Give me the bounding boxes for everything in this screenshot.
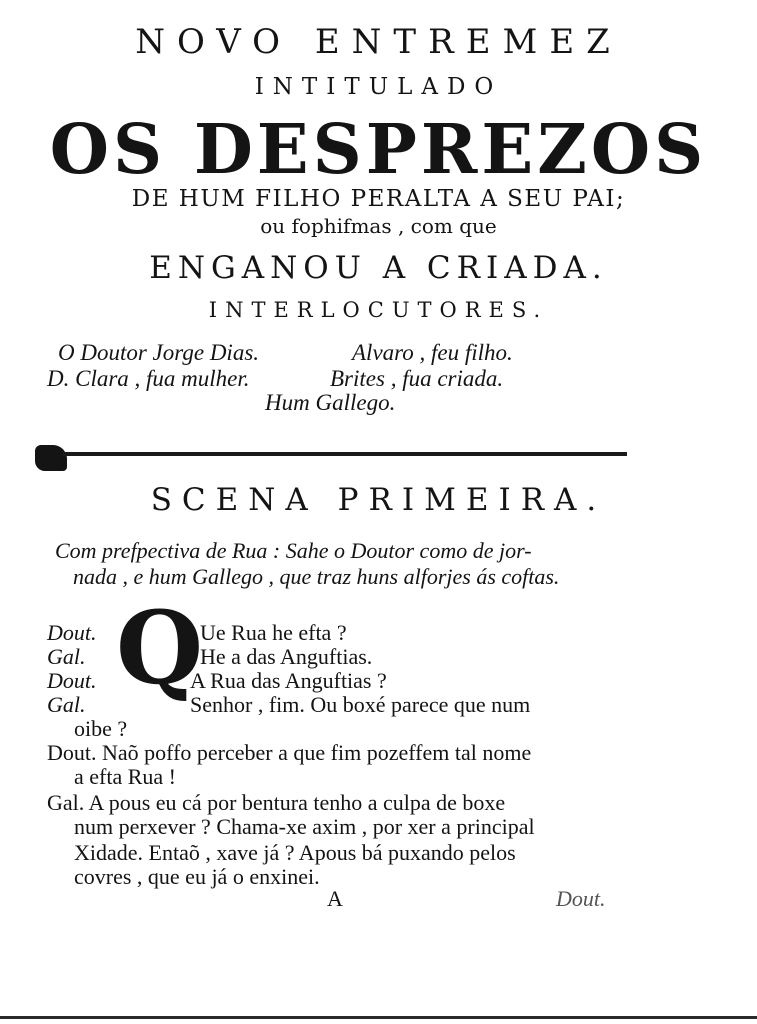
cast-heading: INTERLOCUTORES. (208, 298, 549, 322)
dialogue-line: Dout. Naõ poffo perceber a que fim pozeffem tal nome (47, 740, 532, 765)
title-line-intitulado: INTITULADO (254, 74, 503, 100)
drop-cap: Q (116, 589, 204, 707)
cast-member: Hum Gallego. (265, 390, 396, 415)
ink-ornament (35, 445, 67, 471)
stage-direction: nada , e hum Gallego , que traz huns alforjes ás coftas. (73, 564, 560, 589)
dialogue-line: num perxever ? Chama-xe axim , por xer a principal (74, 814, 535, 839)
cast-member: Alvaro , feu filho. (352, 340, 513, 365)
dialogue-line: oibe ? (74, 716, 128, 741)
speaker-label: Gal. (47, 644, 86, 669)
page-edge (0, 1016, 757, 1019)
cast-member: D. Clara , fua mulher. (47, 366, 250, 391)
dialogue-line: Gal. A pous eu cá por bentura tenho a culpa de boxe (47, 790, 506, 815)
title-line-enganou: ENGANOU A CRIADA. (149, 250, 608, 286)
title-subtitle-small: ou fophifmas , com que (260, 214, 497, 238)
speaker-label: Dout. (47, 668, 97, 693)
cast-member: O Doutor Jorge Dias. (58, 340, 260, 365)
page-title: OS DESPREZOS (49, 110, 708, 190)
dialogue-line: a efta Rua ! (74, 764, 176, 789)
dialogue-line: Xidade. Entaõ , xave já ? Apous bá puxando pelos (74, 840, 516, 865)
catchword: Dout. (556, 886, 606, 911)
divider (62, 452, 627, 456)
signature-mark: A (327, 886, 343, 911)
dialogue-line: Senhor , fim. Ou boxé parece que num (190, 692, 531, 717)
dialogue-line: Ue Rua he efta ? (200, 620, 347, 645)
scene-title: SCENA PRIMEIRA. (150, 482, 607, 518)
speaker-label: Gal. (47, 692, 86, 717)
stage-direction: Com prefpectiva de Rua : Sahe o Doutor como de jor- (55, 538, 532, 563)
dialogue-line: He a das Anguftias. (200, 644, 373, 669)
title-line-novo-entremez: NOVO ENTREMEZ (135, 22, 622, 62)
speaker-label: Dout. (47, 620, 97, 645)
title-subtitle: DE HUM FILHO PERALTA A SEU PAI; (131, 186, 626, 212)
dialogue-line: A Rua das Anguftias ? (190, 668, 387, 693)
cast-member: Brites , fua criada. (330, 366, 504, 391)
dialogue-line: covres , que eu já o enxinei. (74, 864, 320, 889)
